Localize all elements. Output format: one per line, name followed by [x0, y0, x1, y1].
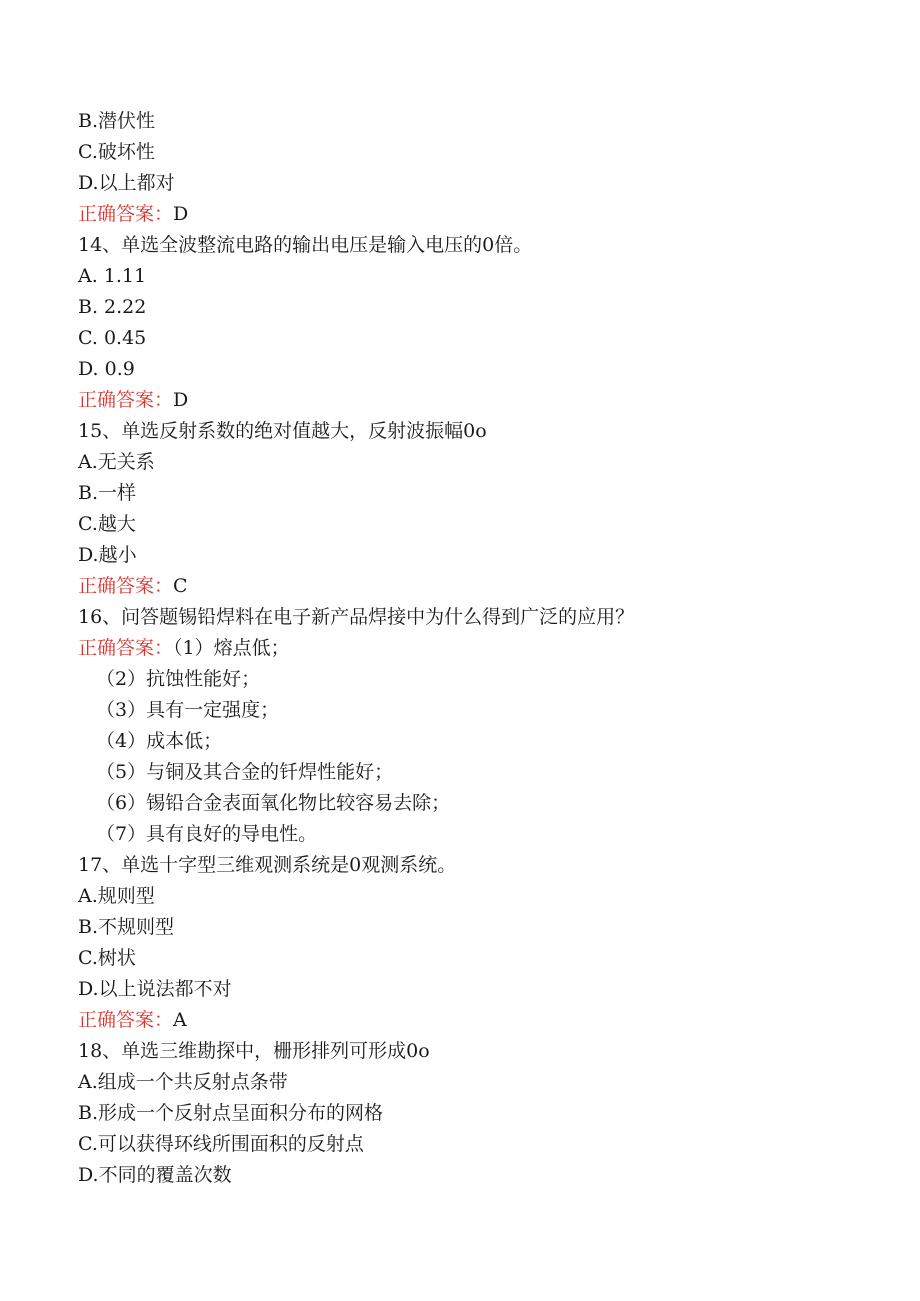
option-text: C.可以获得环线所围面积的反射点	[78, 1133, 364, 1155]
answer-detail: （3）具有一定强度；	[96, 699, 280, 721]
answer-value: A	[173, 1009, 187, 1031]
answer-detail: （2）抗蚀性能好；	[96, 668, 261, 690]
option-text: D.不同的覆盖次数	[78, 1164, 232, 1186]
option-text: C.破坏性	[78, 141, 155, 163]
answer-detail: （4）成本低；	[96, 730, 223, 752]
option-text: B.不规则型	[78, 916, 175, 938]
option-text: B.潜伏性	[78, 110, 156, 132]
option-text: D.越小	[78, 544, 137, 566]
option-text: A.规则型	[78, 885, 155, 907]
option-text: C.树状	[78, 947, 136, 969]
question-text: 14、单选全波整流电路的输出电压是输入电压的0倍。	[78, 234, 533, 256]
answer-line	[78, 1007, 187, 1033]
option-text: A. 1.11	[78, 265, 147, 287]
answer-label: 正确答案：	[78, 637, 174, 659]
question-text: 17、单选十字型三维观测系统是0观测系统。	[78, 854, 457, 876]
answer-label: 正确答案：	[78, 575, 174, 597]
option-text: D.以上都对	[78, 172, 175, 194]
answer-value: D	[173, 203, 189, 225]
question-text: 15、单选反射系数的绝对值越大，反射波振幅0o	[78, 420, 487, 442]
answer-detail: （5）与铜及其合金的钎焊性能好；	[96, 761, 394, 783]
question-text: 18、单选三维勘探中，栅形排列可形成0o	[78, 1040, 430, 1062]
answer-value: （1）熔点低；	[173, 637, 290, 659]
option-text: C.越大	[78, 513, 136, 535]
option-text: B. 2.22	[78, 296, 147, 318]
question-text: 16、问答题锡铅焊料在电子新产品焊接中为什么得到广泛的应用？	[78, 606, 635, 628]
option-text: D.以上说法都不对	[78, 978, 232, 1000]
option-text: C. 0.45	[78, 327, 147, 349]
option-text: A.无关系	[78, 451, 155, 473]
option-text: B.一样	[78, 482, 137, 504]
answer-value: C	[173, 575, 188, 597]
answer-detail: （7）具有良好的导电性。	[96, 823, 318, 845]
option-text: D. 0.9	[78, 358, 135, 380]
answer-line	[78, 573, 188, 599]
answer-label: 正确答案：	[78, 389, 174, 411]
answer-line	[78, 201, 188, 227]
option-text: A.组成一个共反射点条带	[78, 1071, 288, 1093]
answer-line	[78, 635, 290, 661]
answer-value: D	[173, 389, 189, 411]
answer-line	[78, 387, 188, 413]
answer-detail: （6）锡铅合金表面氧化物比较容易去除；	[96, 792, 451, 814]
answer-label: 正确答案：	[78, 1009, 174, 1031]
answer-label: 正确答案：	[78, 203, 174, 225]
option-text: B.形成一个反射点呈面积分布的网格	[78, 1102, 384, 1124]
